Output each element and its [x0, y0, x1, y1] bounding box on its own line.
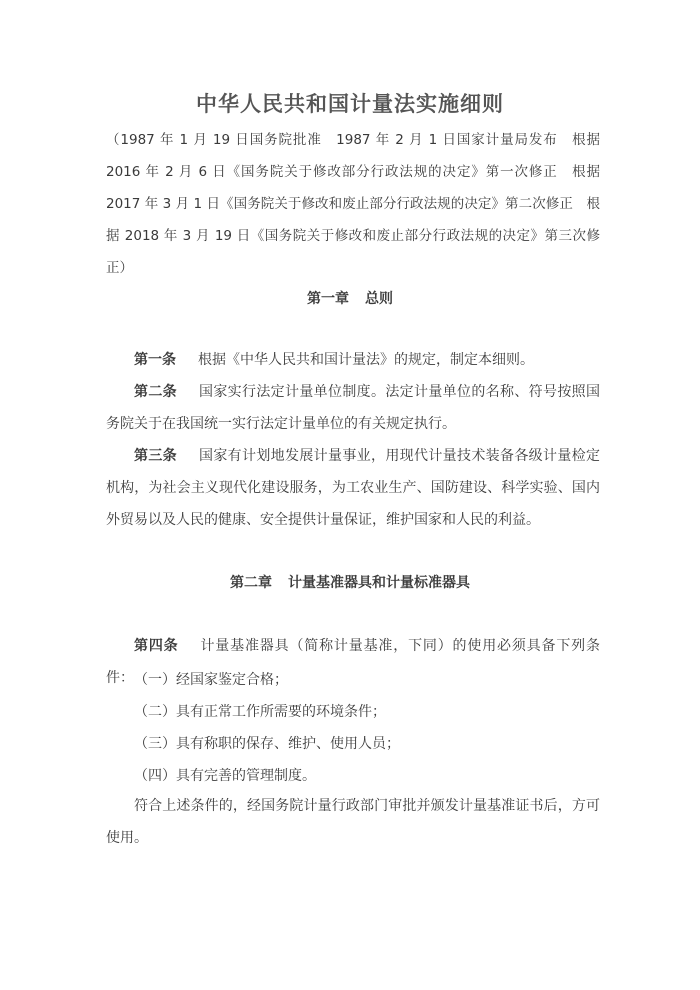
article-2-label: 第二条 — [134, 384, 177, 400]
article-4-closing: 符合上述条件的，经国务院计量行政部门审批并颁发计量基准证书后，方可使用。 — [106, 798, 600, 846]
article-2-text: 国家实行法定计量单位制度。法定计量单位的名称、符号按照国务院关于在我国统一实行法定计量单位的有关规定执行。 — [106, 384, 600, 432]
article-1 — [106, 344, 600, 376]
chapter-2-heading — [0, 572, 700, 592]
chapter-2-number: 第二章 — [230, 575, 272, 591]
document-title: 中华人民共和国计量法实施细则 — [196, 92, 504, 116]
article-4-item: （二）具有正常工作所需要的环境条件； — [134, 704, 386, 720]
article-4-item: （四）具有完善的管理制度。 — [134, 768, 316, 784]
article-4-label: 第四条 — [134, 638, 179, 654]
article-2 — [106, 376, 600, 440]
chapter-1-name: 总则 — [365, 291, 393, 307]
article-4-text: 计量基准器具（简称计量基准，下同）的使用必须具备下列条件： — [106, 638, 600, 686]
article-4-item: （一）经国家鉴定合格； — [134, 672, 288, 688]
chapter-1-number: 第一章 — [307, 291, 349, 307]
article-3-text: 国家有计划地发展计量事业，用现代计量技术装备各级计量检定机构，为社会主义现代化建设服务，为工农业生产、国防建设、科学实验、国内外贸易以及人民的健康、安全提供计量保证，维护国家和人民的利益。 — [106, 448, 600, 528]
article-3 — [106, 440, 600, 536]
article-1-text: 根据《中华人民共和国计量法》的规定，制定本细则。 — [198, 352, 534, 368]
article-1-label: 第一条 — [134, 352, 176, 368]
chapter-2-name: 计量基准器具和计量标准器具 — [288, 575, 470, 591]
chapter-1-heading — [0, 288, 700, 308]
document-subtitle: （1987 年 1 月 19 日国务院批准 1987 年 2 月 1 日国家计量局发布 根据 2016 年 2 月 6 日《国务院关于修改部分行政法规的决定》第一次修正 根据 2017 年 3 月 1 日《国务院关于修改和废止部分行政法规的决定》第二次修正 根据 2018 年 3 月 19 日《国务院关于修改和废止部分行政法规的决定》第三次修正） — [106, 132, 600, 276]
article-4-item: （三）具有称职的保存、维护、使用人员； — [134, 736, 400, 752]
article-3-label: 第三条 — [134, 448, 177, 464]
